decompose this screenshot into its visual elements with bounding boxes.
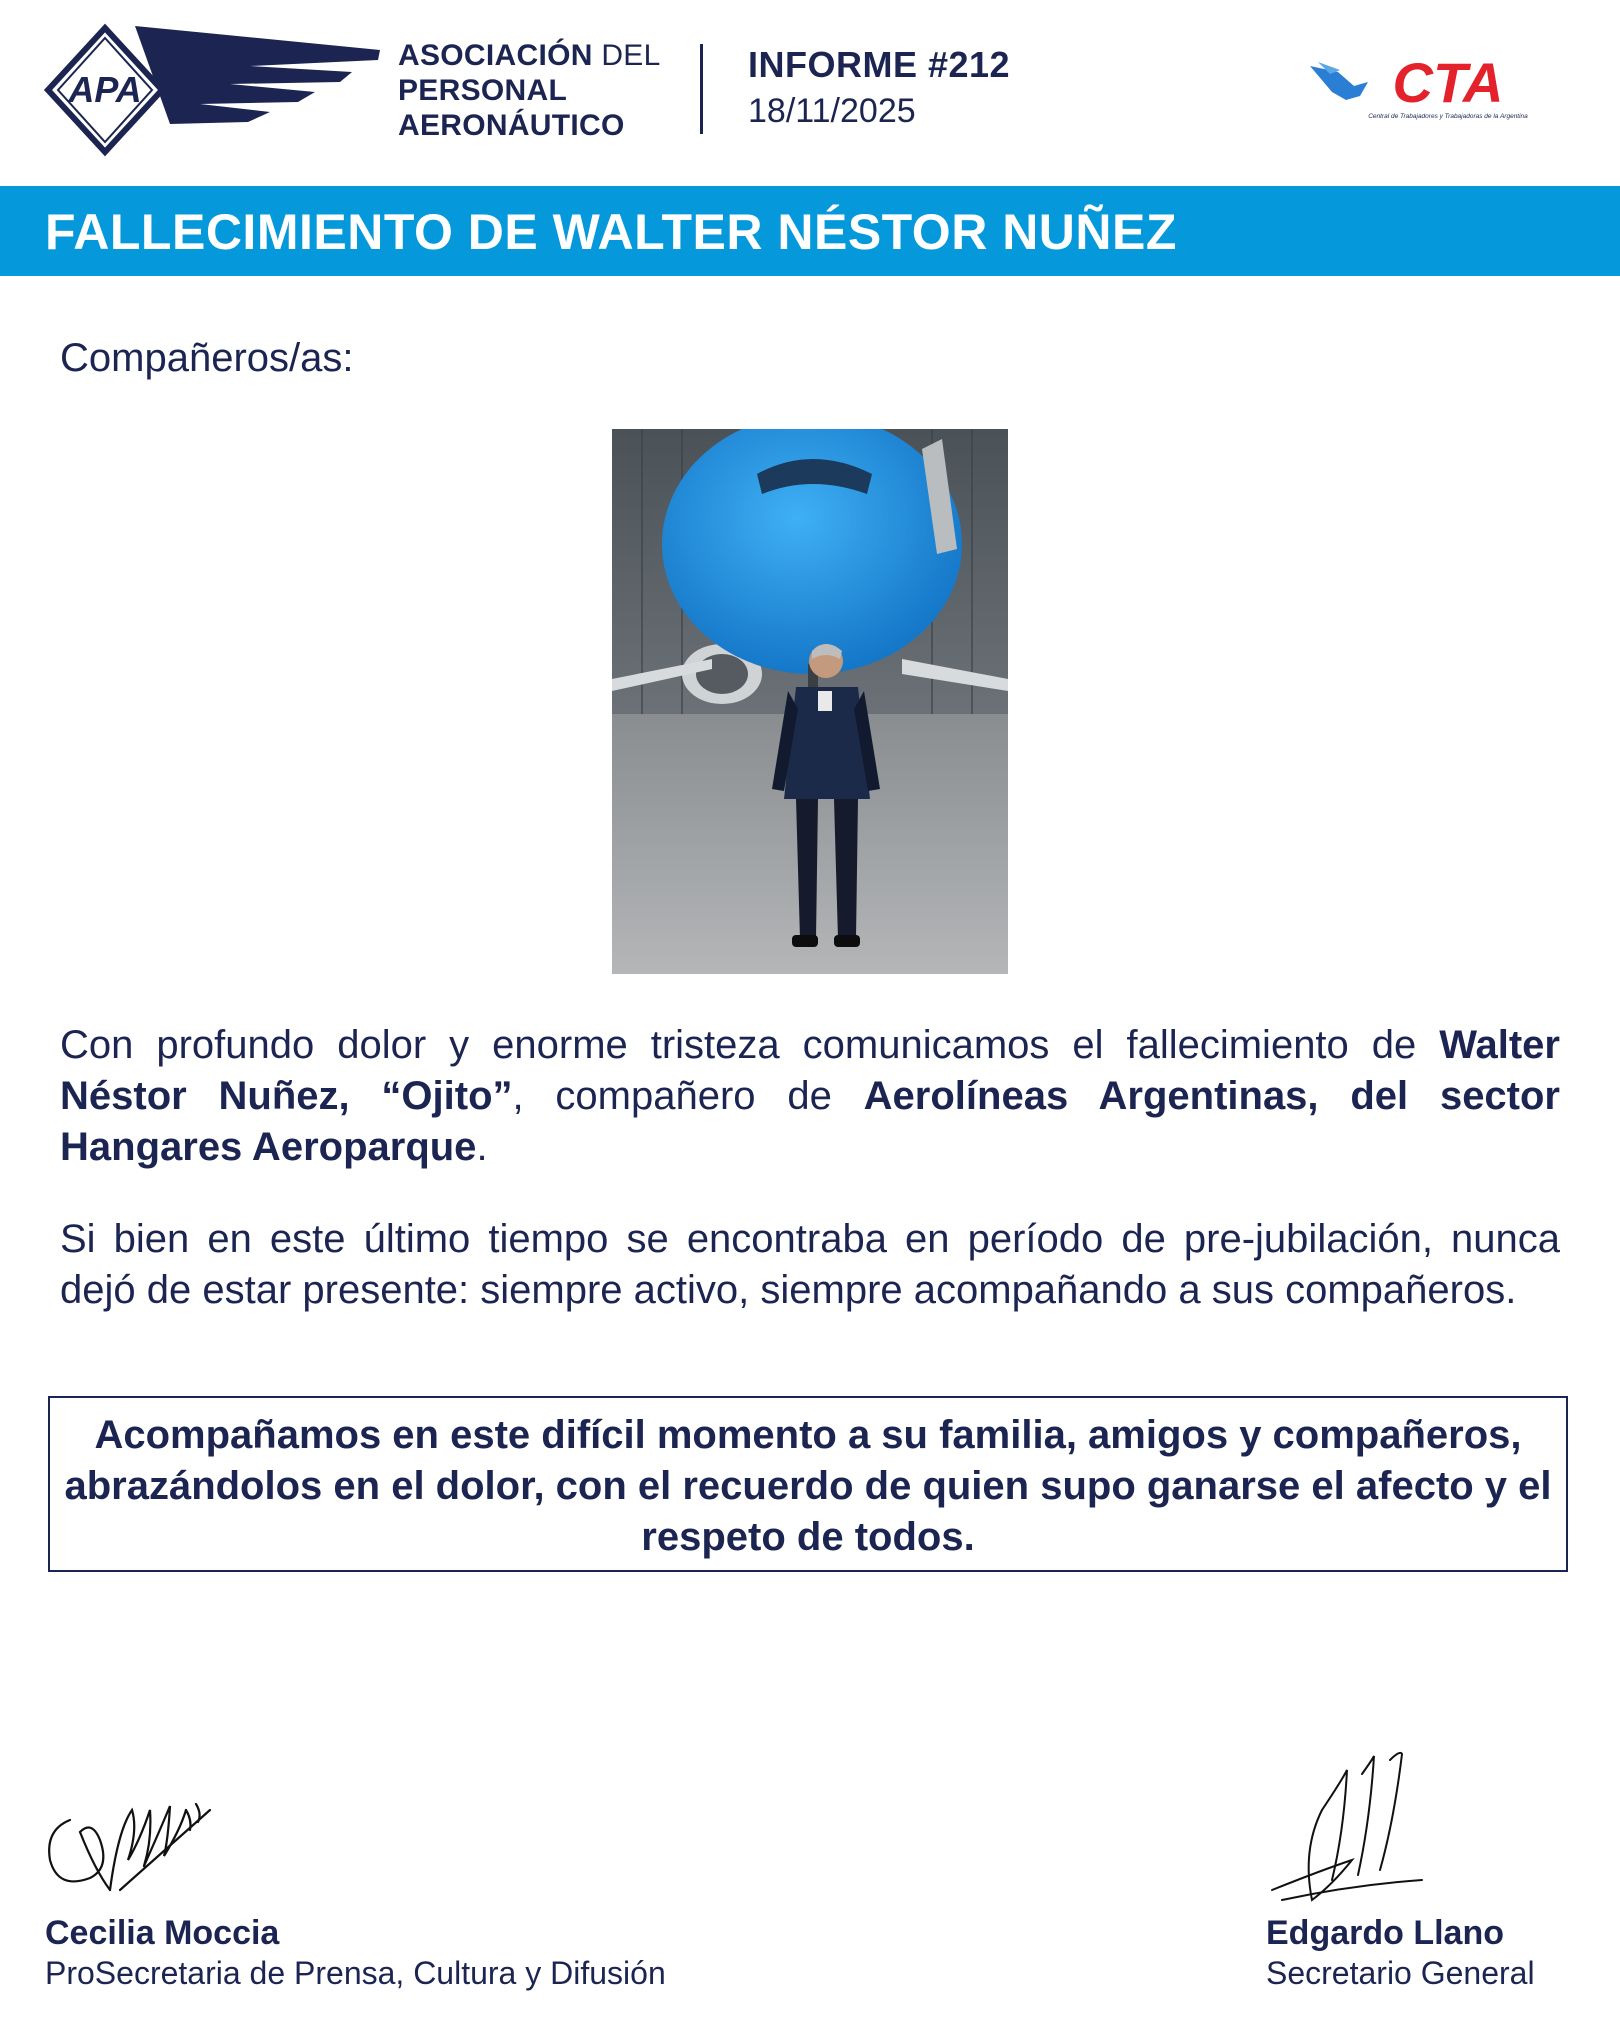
signature-cecilia-moccia <box>40 1770 230 1910</box>
svg-text:CTA: CTA <box>1392 52 1504 114</box>
org-name-line1-rest: DEL <box>592 39 661 72</box>
p1-part3: . <box>476 1125 488 1169</box>
org-name-line1-bold: ASOCIACIÓN <box>398 39 593 72</box>
greeting: Compañeros/as: <box>60 336 354 380</box>
p1-part1: Con profundo dolor y enorme tristeza comunicamos el fallecimiento de <box>60 1023 1440 1067</box>
memorial-photo <box>612 429 1008 974</box>
report-date: 18/11/2025 <box>748 92 916 130</box>
page-title: FALLECIMIENTO DE WALTER NÉSTOR NUÑEZ <box>45 204 1177 260</box>
apa-logo <box>40 20 380 160</box>
signer-right-name: Edgardo Llano <box>1266 1914 1504 1952</box>
svg-text:APA: APA <box>68 69 142 110</box>
p1-part2: , compañero de <box>512 1074 864 1118</box>
announcement-paragraph <box>60 1020 1560 1173</box>
org-name-line2: PERSONAL <box>398 74 568 107</box>
signer-left-name: Cecilia Moccia <box>45 1914 280 1952</box>
cta-logo <box>1310 52 1540 124</box>
svg-text:Central de Trabajadores y Trab: Central de Trabajadores y Trabajadoras de la Argentina <box>1368 113 1528 120</box>
report-number: INFORME #212 <box>748 44 1011 85</box>
org-name-line3: AERONÁUTICO <box>398 109 625 142</box>
employer-sector: Aerolíneas Argentinas, del sector Hangares Aeroparque <box>60 1074 1561 1169</box>
tribute-paragraph: Si bien en este último tiempo se encontraba en período de pre-jubilación, nunca dejó de estar presente: siempre activo, siempre acompañando a sus compañeros. <box>60 1217 1560 1312</box>
signer-left-role: ProSecretaria de Prensa, Cultura y Difusión <box>45 1955 666 1991</box>
organization-name <box>398 38 661 143</box>
condolence-text: Acompañamos en este difícil momento a su familia, amigos y compañeros, abrazándolos en el dolor, con el recuerdo de quien supo ganarse el afecto y el respeto de todos. <box>64 1413 1552 1559</box>
deceased-name: Walter Néstor Nuñez, “Ojito” <box>60 1023 1560 1118</box>
signer-right-role: Secretario General <box>1266 1955 1535 1991</box>
signature-edgardo-llano <box>1262 1750 1442 1910</box>
header-divider <box>700 44 703 134</box>
